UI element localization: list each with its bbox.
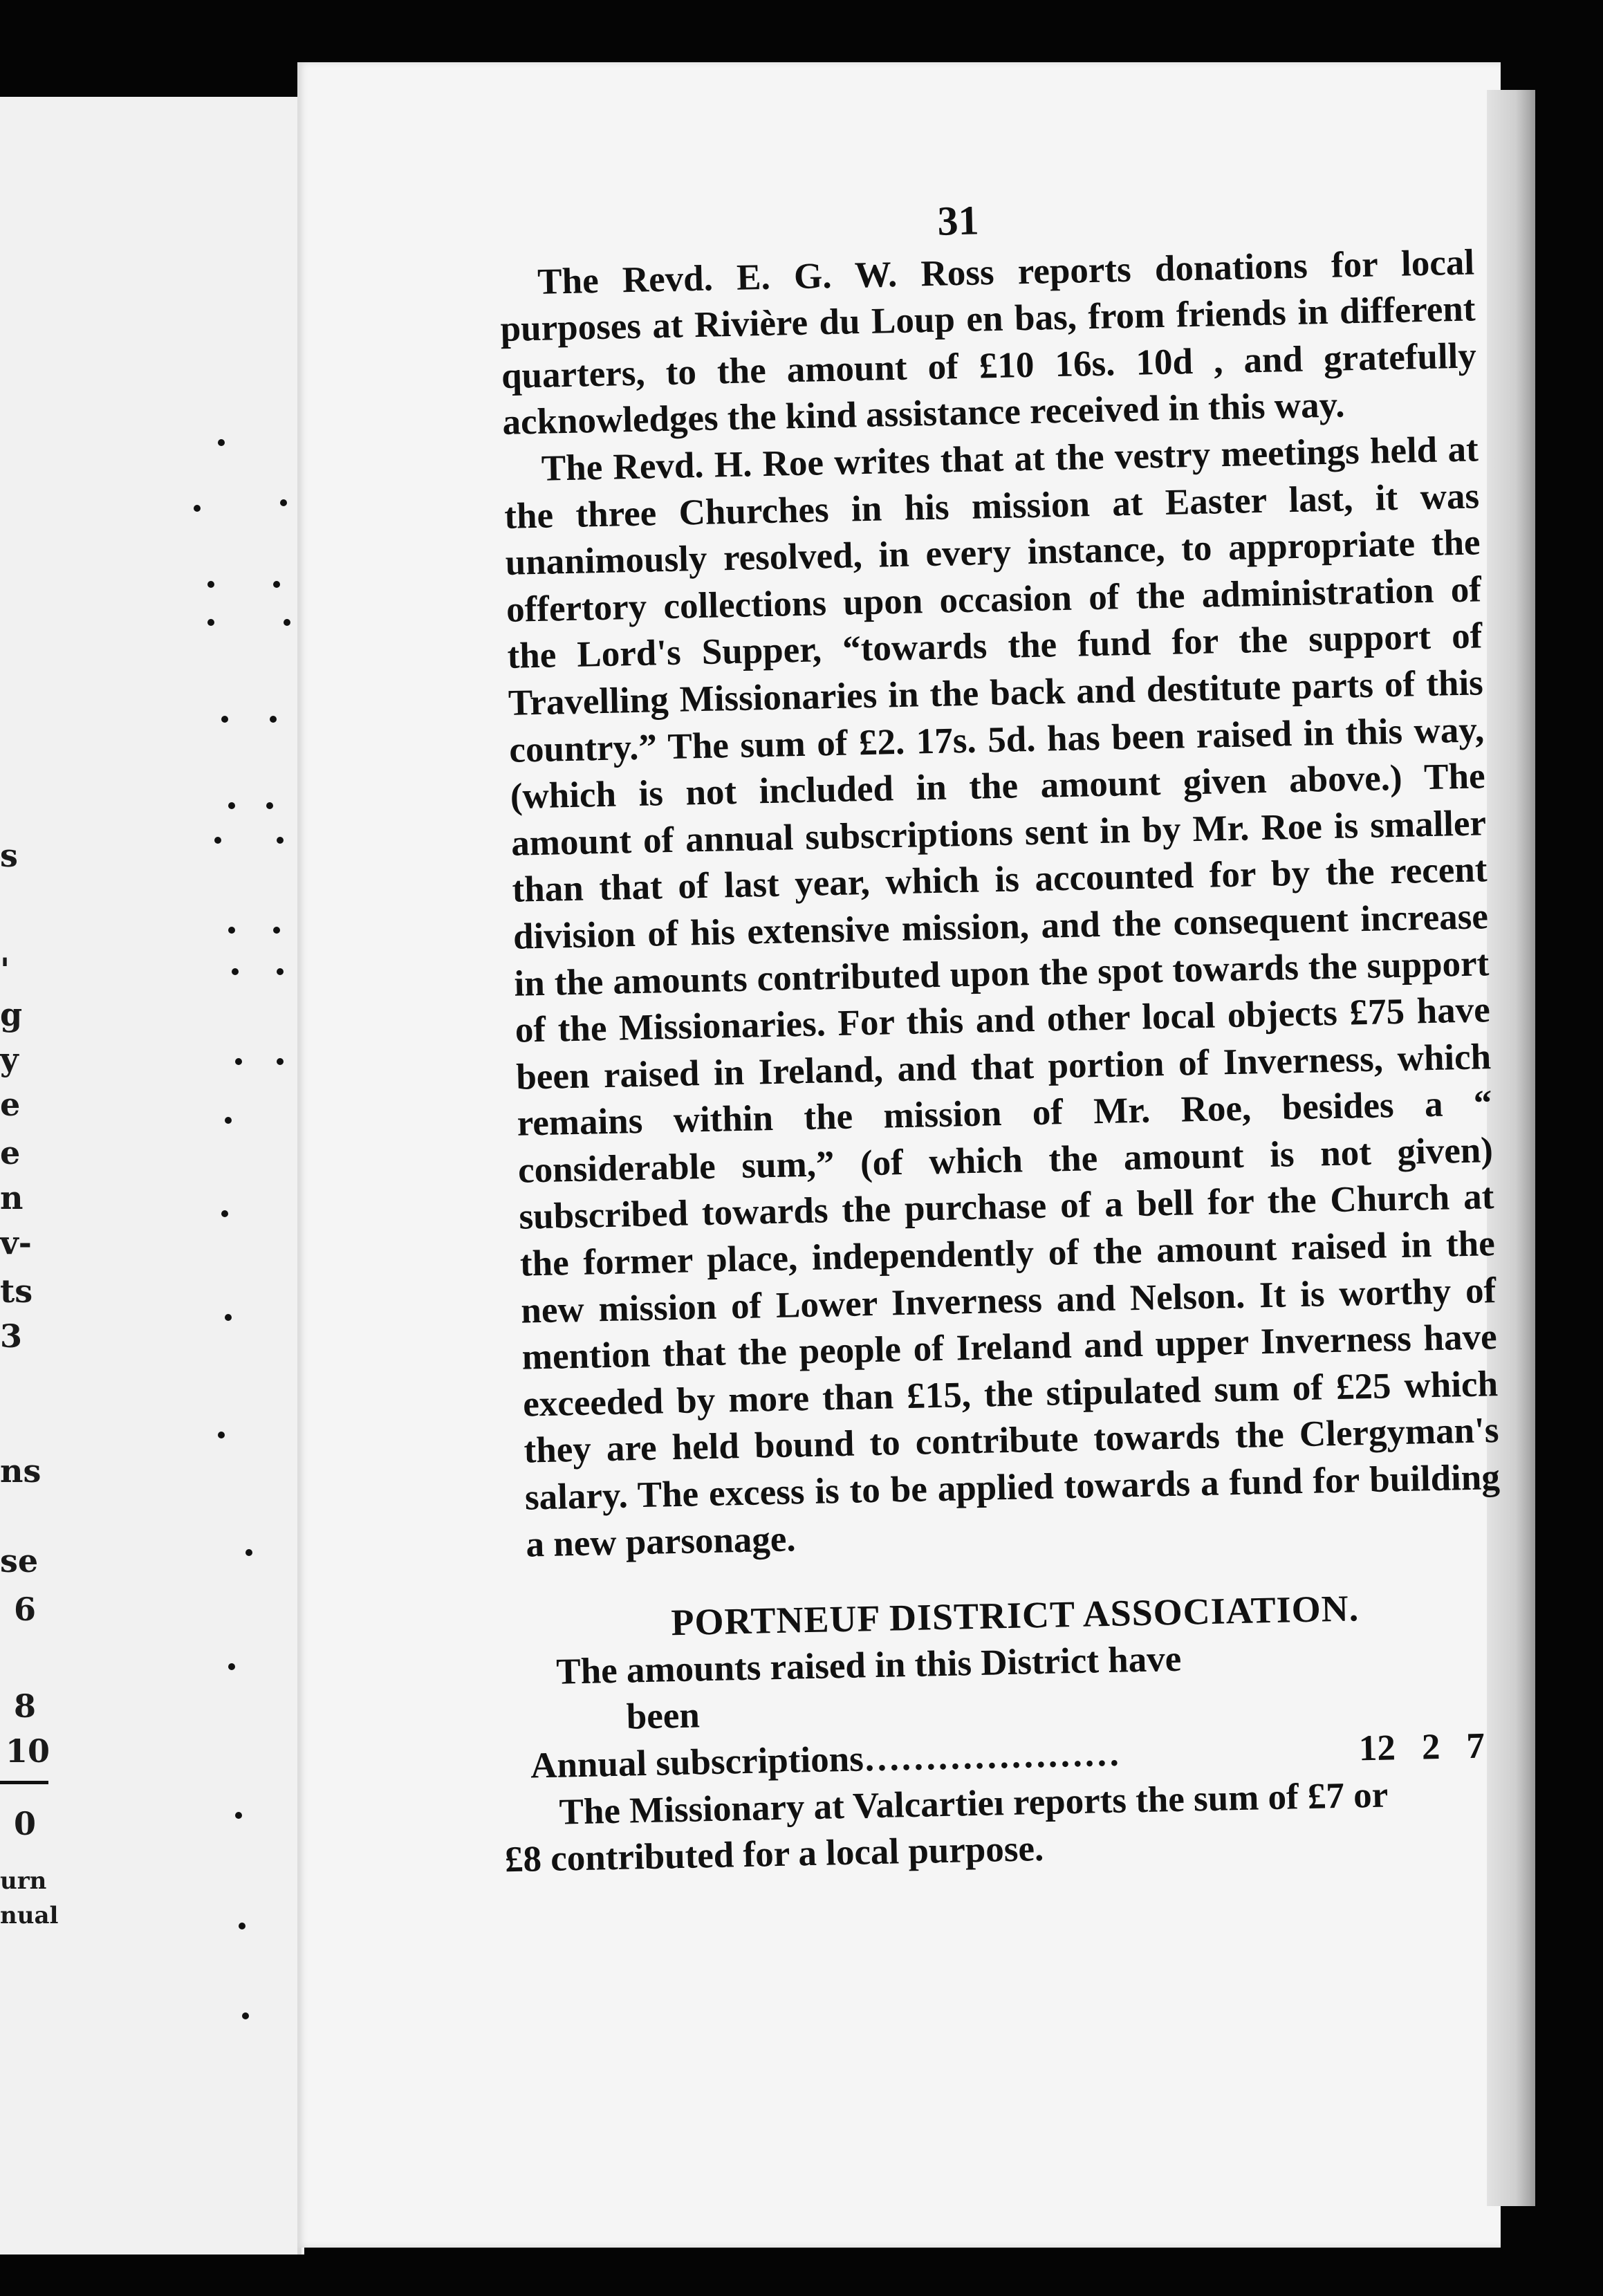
left-fragment: g [0, 996, 23, 1033]
left-page [0, 97, 302, 2255]
stitch-dot [221, 716, 228, 723]
amount-shillings: 2 [1421, 1726, 1441, 1768]
left-rule [0, 1781, 48, 1784]
stitch-dot [225, 1117, 232, 1124]
stitch-dot [235, 1812, 242, 1819]
left-fragment: 3 [0, 1317, 23, 1355]
stitch-dot [232, 968, 239, 975]
stitch-dot [273, 581, 280, 588]
left-fragment: nual [0, 1902, 59, 1929]
left-fragment: e [0, 1086, 21, 1123]
intro-line: The amounts raised in this District have [555, 1638, 1182, 1692]
left-fragment: se [0, 1542, 39, 1580]
section-heading: PORTNEUF DISTRICT ASSOCIATION. [670, 1587, 1360, 1644]
amount-pence: 7 [1465, 1725, 1485, 1767]
stitch-dot [277, 837, 284, 844]
stitch-dot [218, 1432, 225, 1438]
stitch-dot [242, 2012, 249, 2019]
stitch-dot [228, 927, 235, 934]
stitch-dot [235, 1058, 242, 1065]
stitch-dot [225, 1314, 232, 1321]
page-number: 31 [936, 197, 980, 244]
left-fragment: ts [0, 1272, 33, 1310]
left-fragment: urn [0, 1867, 47, 1895]
stitch-dot [221, 1210, 228, 1217]
stitch-dot [273, 927, 280, 934]
page-edge [1487, 90, 1535, 2206]
valcartier-line: The Missionary at Valcartieı reports the sum of £7 or [559, 1775, 1389, 1833]
left-fragment: n [0, 1179, 24, 1216]
subscriptions-amount [1358, 1723, 1505, 1772]
subscriptions-label: Annual subscriptions………………… [530, 1733, 1121, 1786]
left-fragment: v- [0, 1224, 32, 1261]
stitch-dot [277, 1058, 284, 1065]
left-fragment: e [0, 1134, 21, 1172]
left-fragment: 8 [14, 1687, 37, 1725]
stitch-dot [228, 1663, 235, 1670]
stitch-dot [266, 802, 273, 809]
stitch-dot [284, 619, 290, 626]
left-fragment: y [0, 1041, 19, 1078]
left-fragment: ' [0, 951, 10, 988]
stitch-dot [280, 499, 287, 506]
left-fragment: 0 [14, 1805, 37, 1842]
stitch-dot [194, 505, 201, 512]
left-fragment: ns [0, 1452, 41, 1490]
stitch-dot [228, 802, 235, 809]
stitch-dot [239, 1923, 245, 1929]
stitch-dot [245, 1549, 252, 1556]
stitch-dot [218, 439, 225, 446]
stitch-dot [270, 716, 277, 723]
stitch-dot [214, 837, 221, 844]
page-text [498, 187, 1508, 1883]
stitch-dot [207, 581, 214, 588]
paragraph-ross: The Revd. E. G. W. Ross reports donations for local purposes at Rivière du Loup en bas, from friends in different quarters, to the amount of £10 16s. 10d , and gratefully acknowledges the kind assistance received in this way. [500, 242, 1477, 443]
stitch-dot [277, 968, 284, 975]
stitch-dot [207, 619, 214, 626]
left-fragment: 10 [6, 1732, 50, 1770]
left-fragment: 6 [14, 1591, 37, 1628]
amount-pounds: 12 [1358, 1728, 1396, 1769]
paragraph-roe: The Revd. H. Roe writes that at the vestry meetings held at the three Churches in his mission at Easter last, it was unanimously resolved, in every instance, to appropriate the offertory collections upon occasion of the administration of the Lord's Supper, “towards the fund for the support of Travelling Missionaries in the back and destitute parts of this country.” The sum of £2. 17s. 5d. has been raised in this way, (which is not included in the amount given above.) The amount of annual subscriptions sent in by Mr. Roe is smaller than that of last year, which is accounted for by the recent division of his extensive mission, and the consequent increase in the amounts contributed upon the spot towards the support of the Missionaries. For this and other local objects £75 have been raised in Ireland, and that portion of Inverness, which remains within the mission of Mr. Roe, besides a “ considerable sum,” (of which the amount is not given) subscribed towards the purchase of a bell for the Church at the former place, independently of the amount raised in the new mission of Lower Inverness and Nelson. It is worthy of mention that the people of Ireland and upper Inverness have exceeded by more than £15, the stipulated sum of £25 which they are held bound to contribute towards the Clergyman's salary. The excess is to be applied towards a fund for building a new parsonage. [503, 429, 1501, 1565]
left-fragment: s [0, 837, 18, 874]
intro-line: been [626, 1695, 701, 1737]
valcartier-line: £8 contributed for a local purpose. [504, 1829, 1044, 1880]
